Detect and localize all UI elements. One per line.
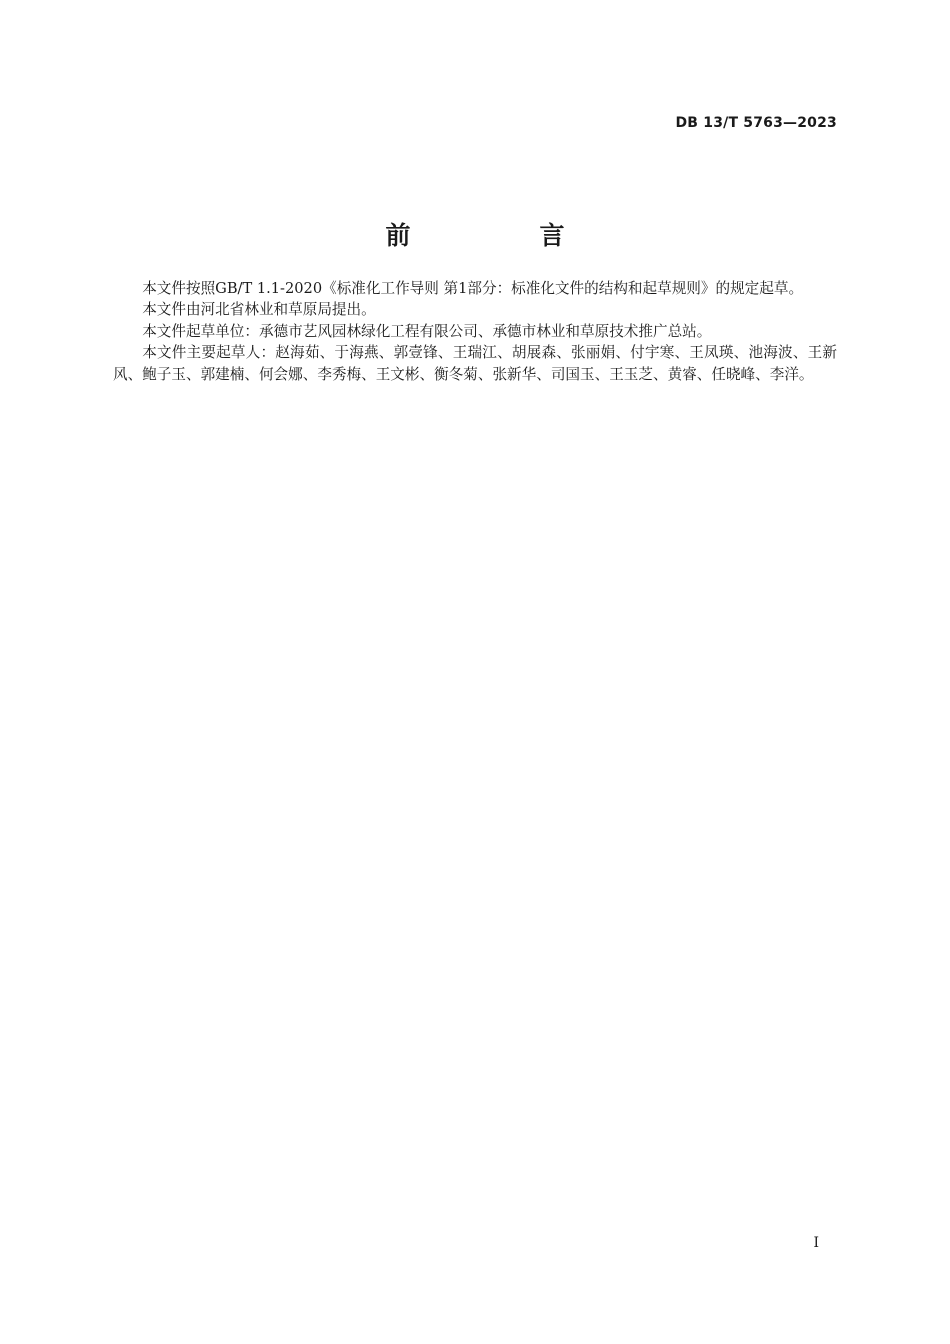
foreword-body bbox=[113, 278, 837, 385]
page-title: 前 言 bbox=[385, 221, 617, 250]
paragraph-drafting-rules: 本文件按照GB/T 1.1-2020《标准化工作导则 第1部分：标准化文件的结构和起草规则》的规定起草。 bbox=[142, 280, 804, 297]
paragraph-drafting-units: 本文件起草单位：承德市艺风园林绿化工程有限公司、承德市林业和草原技术推广总站。 bbox=[142, 322, 712, 340]
paragraph-proposer: 本文件由河北省林业和草原局提出。 bbox=[142, 301, 376, 319]
page-number: I bbox=[813, 1235, 819, 1251]
document-code: DB 13/T 5763—2023 bbox=[675, 115, 837, 131]
paragraph-drafters: 本文件主要起草人：赵海茹、于海燕、郭壹锋、王瑞江、胡展森、张丽娟、付宇寒、王凤瑛、池海波、王新风、鲍子玉、郭建楠、何会娜、李秀梅、王文彬、衡冬菊、张新华、司国玉、王玉芝、黄睿、任晓峰、李洋。 bbox=[113, 344, 837, 383]
